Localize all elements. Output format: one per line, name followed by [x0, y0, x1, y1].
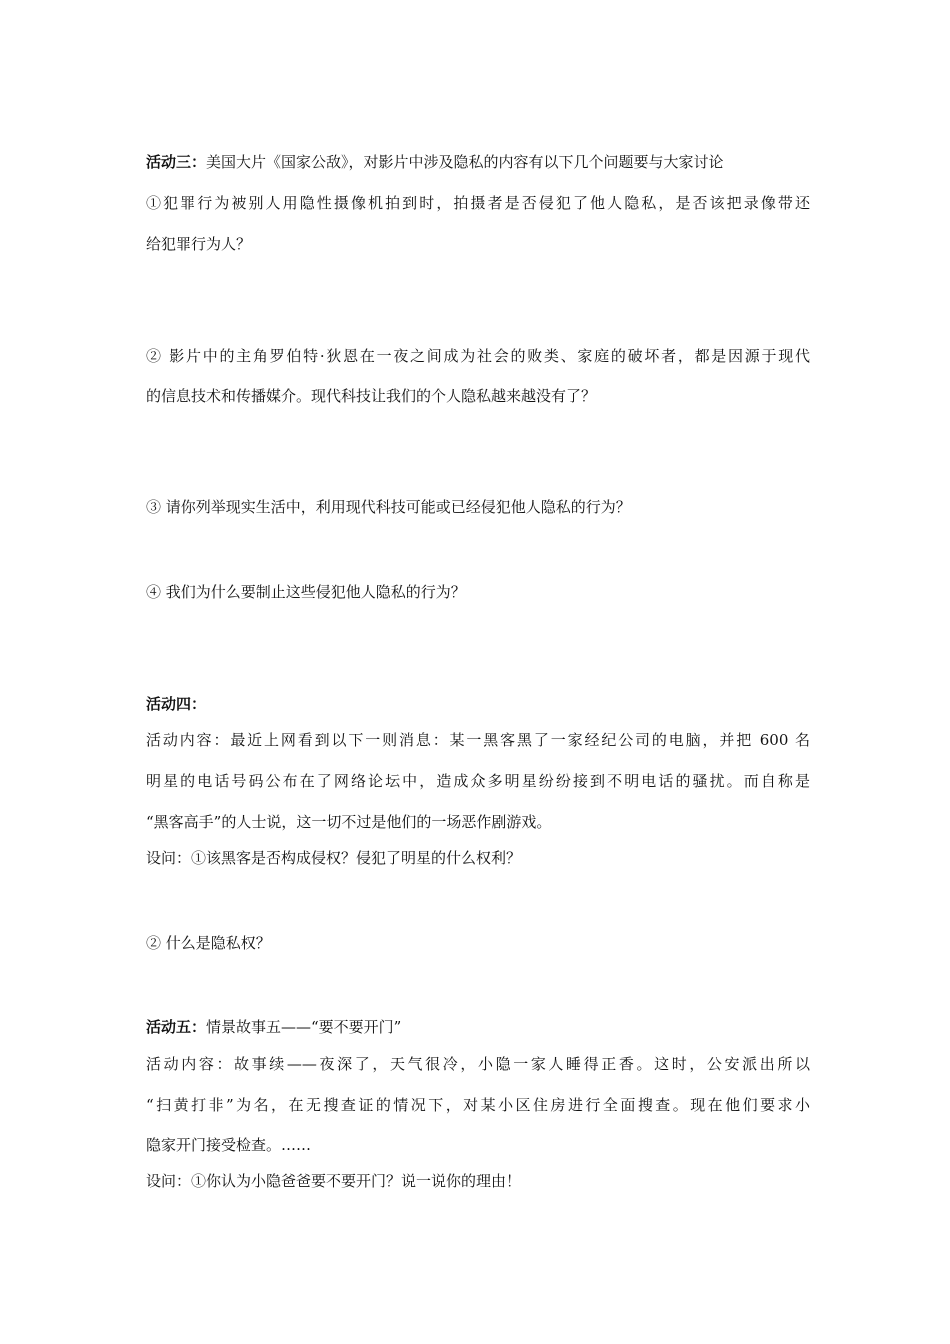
activity4-question1: 设问：①该黑客是否构成侵权？侵犯了明星的什么权利？ [146, 849, 522, 867]
activity5-content-line3: 隐家开门接受检查。…… [146, 1136, 312, 1154]
activity3-question3: ③ 请你列举现实生活中，利用现代科技可能或已经侵犯他人隐私的行为？ [146, 498, 631, 516]
activity5-content-line2: “扫黄打非”为名，在无搜查证的情况下，对某小区住房进行全面搜查。现在他们要求小 [146, 1096, 810, 1114]
activity3-question2-line1: ② 影片中的主角罗伯特·狄恩在一夜之间成为社会的败类、家庭的破坏者，都是因源于现代 [146, 347, 810, 365]
activity5-heading: 活动五： [146, 1018, 207, 1036]
activity3-heading-line [146, 151, 810, 173]
activity5-heading-text: 情景故事五——“要不要开门” [206, 1018, 402, 1036]
activity3-question1-line1: ①犯罪行为被别人用隐性摄像机拍到时，拍摄者是否侵犯了他人隐私，是否该把录像带还 [146, 194, 810, 212]
activity3-question1-line2: 给犯罪行为人？ [146, 235, 252, 253]
activity4-content-line1: 活动内容：最近上网看到以下一则消息：某一黑客黑了一家经纪公司的电脑，并把 600 名 [146, 731, 810, 749]
activity3-question4: ④ 我们为什么要制止这些侵犯他人隐私的行为？ [146, 583, 466, 601]
activity4-content-line3: “黑客高手”的人士说，这一切不过是他们的一场恶作剧游戏。 [146, 813, 552, 831]
activity4-content-line2: 明星的电话号码公布在了网络论坛中，造成众多明星纷纷接到不明电话的骚扰。而自称是 [146, 772, 810, 790]
activity5-question1: 设问：①你认为小隐爸爸要不要开门？说一说你的理由！ [146, 1172, 522, 1190]
activity4-question2: ② 什么是隐私权？ [146, 934, 271, 952]
activity4-heading: 活动四： [146, 695, 207, 713]
activity3-heading-text: 美国大片《国家公敌》，对影片中涉及隐私的内容有以下几个问题要与大家讨论 [206, 153, 724, 171]
activity5-content-line1: 活动内容：故事续——夜深了，天气很冷，小隐一家人睡得正香。这时，公安派出所以 [146, 1055, 810, 1073]
activity3-question2-line2: 的信息技术和传播媒介。现代科技让我们的个人隐私越来越没有了？ [146, 387, 597, 405]
activity5-heading-line [146, 1016, 810, 1038]
activity3-heading: 活动三： [146, 153, 207, 171]
